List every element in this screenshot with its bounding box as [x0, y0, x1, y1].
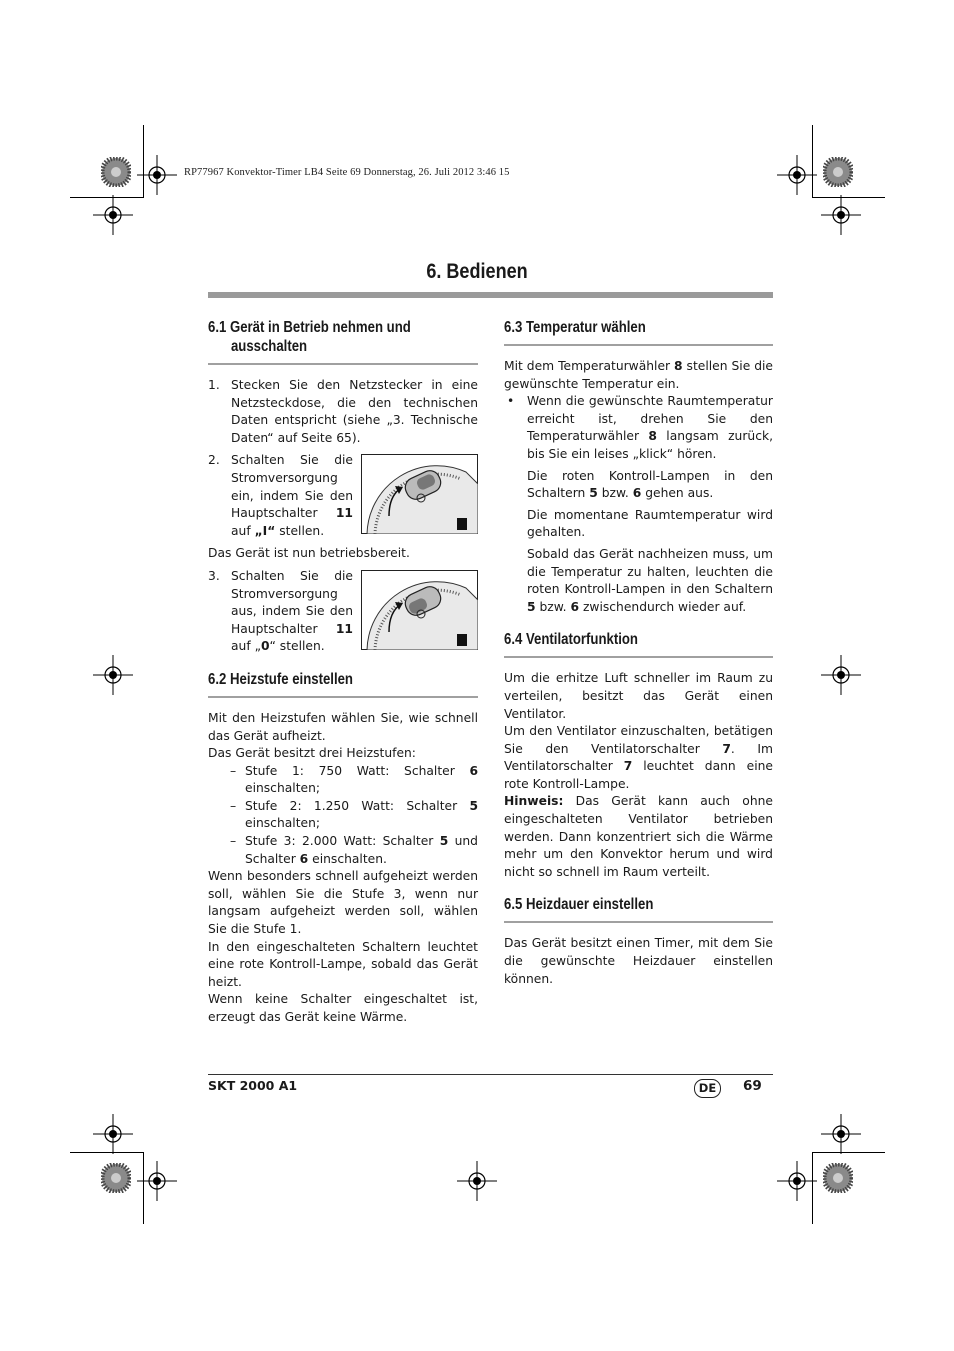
registration-mark-icon: [93, 1114, 133, 1154]
registration-mark-icon: [93, 655, 133, 695]
paragraph: Das Gerät ist nun betriebsbereit.: [208, 546, 410, 561]
section-heading: 6.4 Ventilatorfunktion: [504, 631, 638, 649]
paragraph: Wenn besonders schnell aufgeheizt werden soll, wählen Sie die Stufe 3, wenn nur langsam aufgeheizt werden soll, wählen Sie die Stufe 1.: [208, 869, 478, 937]
list-item: 2. Schalten Sie die Stromversorgung ein, indem Sie den Hauptschalter 11 auf „I“ stellen.: [208, 452, 478, 540]
section-6-1-heading: [208, 318, 478, 365]
section-6-4-heading: [504, 630, 773, 658]
paragraph: In den eingeschalteten Schaltern leuchtet eine rote Kontroll-Lampe, sobald das Gerät heizt.: [208, 939, 478, 989]
color-target-icon: [101, 1163, 131, 1193]
color-target-icon: [101, 157, 131, 187]
footer-rule: [208, 1074, 773, 1075]
registration-mark-icon: [457, 1161, 497, 1201]
list-item: 1. Stecken Sie den Netzstecker in eine Netzsteckdose, die den technischen Daten entspricht (siehe „3. Technische Daten“ auf Seite 65).: [208, 378, 478, 445]
language-badge: DE: [694, 1079, 721, 1098]
paragraph: Die roten Kontroll-Lampen in den Schaltern 5 bzw. 6 gehen aus.: [527, 468, 773, 501]
registration-mark-icon: [137, 1161, 177, 1201]
paragraph: Um den Ventilator einzuschalten, betätigen Sie den Ventilatorschalter 7. Im Ventilatorschalter 7 leuchtet dann eine rote Kontroll-Lampe.: [504, 724, 773, 791]
list-item: – Stufe 3: 2.000 Watt: Schalter 5 und Schalter 6 einschalten.: [230, 834, 478, 866]
control-panel-switch-on-figure: [361, 454, 478, 534]
section-heading: 6.5 Heizdauer einstellen: [504, 896, 654, 914]
registration-mark-icon: [821, 195, 861, 235]
title-rule: [208, 292, 773, 298]
registration-mark-icon: [821, 1114, 861, 1154]
paragraph: Die momentane Raumtemperatur wird gehalten.: [527, 507, 773, 540]
paragraph: Um die erhitze Luft schneller im Raum zu verteilen, besitzt das Gerät einen Ventilator.: [504, 671, 773, 721]
list-item: – Stufe 2: 1.250 Watt: Schalter 5 einschalten;: [230, 798, 478, 831]
page-title: 6. Bedienen: [426, 260, 528, 283]
left-column: [208, 318, 478, 1027]
color-target-icon: [823, 157, 853, 187]
registration-mark-icon: [93, 195, 133, 235]
list-item: 3. Schalten Sie die Stromversorgung aus, indem Sie den Hauptschalter 11 auf „0“ stellen.: [208, 568, 478, 656]
registration-mark-icon: [821, 655, 861, 695]
registration-mark-icon: [777, 1161, 817, 1201]
section-heading: 6.1 Gerät in Betrieb nehmen und ausschalten: [208, 319, 411, 355]
section-heading: 6.3 Temperatur wählen: [504, 319, 646, 336]
paragraph: Das Gerät besitzt drei Heizstufen:: [208, 746, 416, 761]
paragraph: Mit den Heizstufen wählen Sie, wie schnell das Gerät aufheizt.: [208, 710, 478, 743]
section-6-5-heading: [504, 895, 773, 923]
paragraph: Hinweis: Das Gerät kann auch ohne eingeschalteten Ventilator betrieben werden. Dann konzentriert sich die Wärme mehr um den Konvektor herum und wird nicht so schnell im Raum verteilt.: [504, 794, 773, 879]
registration-mark-icon: [777, 155, 817, 195]
paragraph: Mit dem Temperaturwähler 8 stellen Sie die gewünschte Temperatur ein.: [504, 359, 773, 391]
registration-mark-icon: [137, 155, 177, 195]
page-number: 69: [743, 1078, 762, 1094]
paragraph: Das Gerät besitzt einen Timer, mit dem Sie die gewünschte Heizdauer einstellen können.: [504, 936, 773, 986]
list-item: – Stufe 1: 750 Watt: Schalter 6 einschalten;: [230, 763, 478, 796]
list-item: • Wenn die gewünschte Raumtemperatur erreicht ist, drehen Sie den Temperaturwähler 8 langsam zurück, bis Sie ein leises „klick“ hören.: [507, 394, 773, 461]
control-panel-switch-off-figure: [361, 570, 478, 650]
model-number: SKT 2000 A1: [208, 1078, 298, 1093]
note-label: Hinweis:: [504, 794, 564, 809]
paragraph: Wenn keine Schalter eingeschaltet ist, erzeugt das Gerät keine Wärme.: [208, 992, 478, 1024]
color-target-icon: [823, 1163, 853, 1193]
section-6-2-heading: [208, 670, 478, 698]
right-column: [504, 318, 773, 988]
paragraph: Sobald das Gerät nachheizen muss, um die Temperatur zu halten, leuchten die roten Kontroll-Lampen in den Schaltern 5 bzw. 6 zwischendurch wieder auf.: [527, 546, 773, 614]
section-6-3-heading: [504, 318, 773, 346]
print-production-line: RP77967 Konvektor-Timer LB4 Seite 69 Donnerstag, 26. Juli 2012 3:46 15: [184, 167, 510, 178]
section-heading: 6.2 Heizstufe einstellen: [208, 670, 353, 688]
